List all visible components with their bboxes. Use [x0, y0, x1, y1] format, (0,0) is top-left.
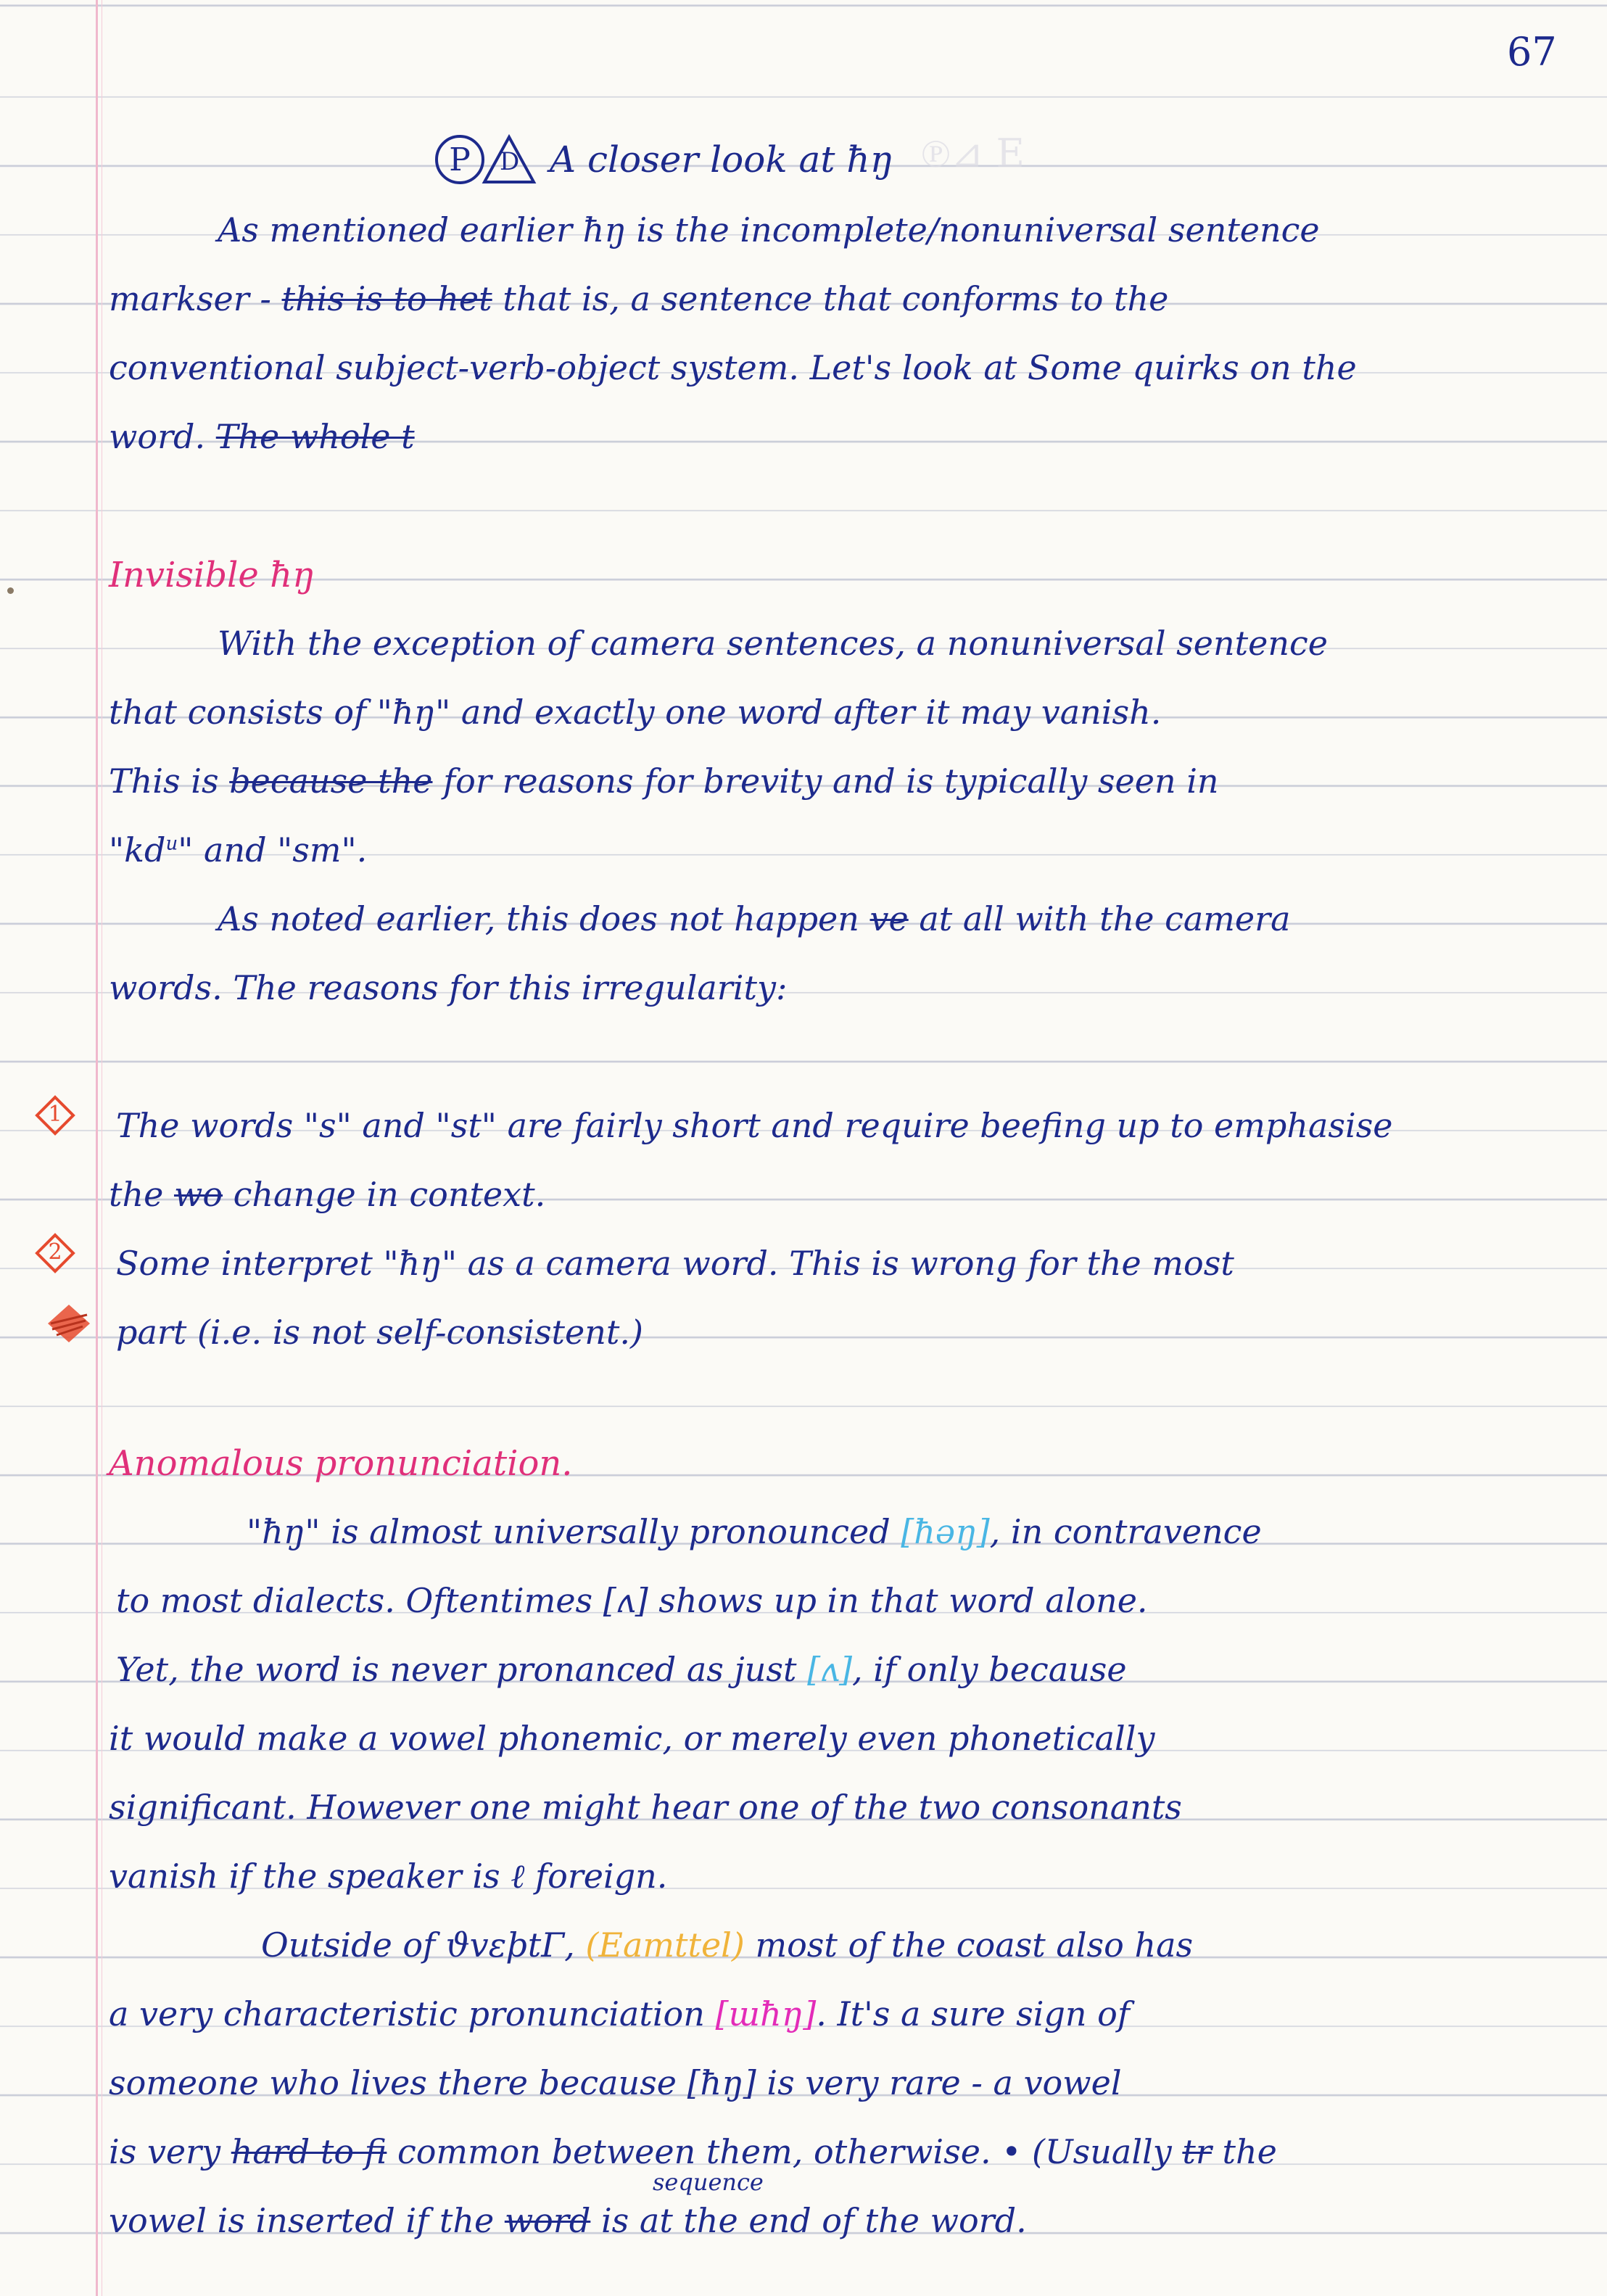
anomalous-line-3-ipa: [ʌ] [807, 1650, 853, 1689]
invisible-p1-line-2: that consists of "ħŋ" and exactly one word after it may vanish. [109, 693, 1162, 732]
margin-rule [96, 0, 98, 2296]
intro-line-2-struck: this is to het [281, 279, 492, 318]
anomalous-line-1-a: "ħŋ" is almost universally pronounced [247, 1512, 901, 1551]
anomalous-line-10 [109, 2132, 1277, 2171]
reason-2-number: 2 [48, 1239, 62, 1265]
bleed-through-title: ℗⊿ E [921, 131, 1025, 176]
anomalous-line-10-a: is very [109, 2132, 231, 2171]
invisible-p2-line-2: words. The reasons for this irregularity: [109, 968, 788, 1007]
heading-invisible: Invisible ħŋ [109, 555, 315, 595]
p-circle-mark: P [435, 135, 484, 184]
page-title [435, 131, 893, 189]
anomalous-line-1-ipa: [ħəŋ] [901, 1512, 990, 1551]
reason-1-number: 1 [48, 1102, 62, 1127]
invisible-p1-line-4-a: "kd [109, 830, 166, 870]
anomalous-line-3-a: Yet, the word is never pronanced as just [116, 1650, 808, 1689]
title-text: A closer look at ħŋ [550, 139, 893, 181]
intro-line-2-b: that is, a sentence that conforms to the [492, 279, 1169, 318]
reason-2-line-1: Some interpret "ħŋ" as a camera word. This is wrong for the most [116, 1244, 1234, 1283]
anomalous-line-3-b: , if only because [852, 1650, 1127, 1689]
invisible-p1-line-3-a: This is [109, 761, 230, 801]
invisible-p2-line-1-b: at all with the camera [908, 899, 1291, 938]
anomalous-line-9: someone who lives there because [ħŋ] is very rare - a vowel [109, 2063, 1122, 2102]
d-triangle-mark [482, 134, 537, 185]
anomalous-line-6: vanish if the speaker is ℓ foreign. [109, 1857, 668, 1896]
anomalous-line-7-a: Outside of ϑvεþtΓ, [261, 1925, 586, 1965]
anomalous-line-8-a: a very characteristic pronunciation [109, 1994, 716, 2033]
invisible-p1-line-3-struck: because the [229, 761, 433, 801]
d-triangle-letter: D [500, 147, 520, 176]
anomalous-line-10-c: the [1211, 2132, 1277, 2171]
anomalous-line-11 [109, 2201, 1027, 2240]
reason-1-line-2-b: change in context. [223, 1175, 546, 1214]
anomalous-line-7 [261, 1925, 1193, 1965]
anomalous-line-10-struck-2: tr [1182, 2132, 1212, 2171]
reason-1-line-2-struck: wo [173, 1175, 223, 1214]
invisible-p1-line-3-b: for reasons for brevity and is typically seen in [432, 761, 1219, 801]
invisible-p1-line-4-sup: u [165, 833, 178, 855]
anomalous-line-2: to most dialects. Oftentimes [ʌ] shows up in that word alone. [116, 1581, 1148, 1620]
heading-anomalous: Anomalous pronunciation. [109, 1443, 573, 1484]
page-number: 67 [1507, 29, 1557, 75]
reason-2-line-2: part (i.e. is not self-consistent.) [116, 1313, 643, 1352]
anomalous-line-8-ipa: [ɯħŋ] [715, 1994, 817, 2033]
invisible-p1-line-4-b: " and "sm". [178, 830, 368, 870]
anomalous-line-8 [109, 1994, 1130, 2033]
anomalous-line-3 [116, 1650, 1127, 1689]
anomalous-line-11-b: is at the end of the word. [590, 2201, 1027, 2240]
invisible-p1-line-3 [109, 761, 1219, 801]
intro-line-2 [109, 279, 1168, 318]
scribbled-marker-icon [44, 1302, 94, 1345]
reason-2-marker-icon [35, 1233, 75, 1273]
paper-speck [7, 587, 14, 594]
anomalous-line-10-b: common between them, otherwise. • (Usually [387, 2132, 1183, 2171]
anomalous-line-1-b: , in contravence [989, 1512, 1262, 1551]
invisible-p1-line-4 [109, 830, 367, 870]
anomalous-line-1 [247, 1512, 1262, 1551]
anomalous-line-10-struck: hard to fi [231, 2132, 387, 2171]
anomalous-line-7-b: most of the coast also has [744, 1925, 1194, 1965]
anomalous-line-7-note: (Eamttel) [585, 1925, 745, 1965]
intro-line-3: conventional subject-verb-object system. Let's look at Some quirks on the [109, 348, 1357, 387]
invisible-p2-line-1-struck: ve [869, 899, 909, 938]
reason-1-marker-icon [35, 1095, 75, 1136]
intro-line-4-struck: The whole t [215, 417, 415, 456]
anomalous-line-4: it would make a vowel phonemic, or merely even phonetically [109, 1719, 1155, 1758]
anomalous-line-8-b: . It's a sure sign of [816, 1994, 1130, 2033]
reason-1-line-2-a: the [109, 1175, 174, 1214]
intro-line-4 [109, 417, 415, 456]
anomalous-line-5: significant. However one might hear one of the two consonants [109, 1788, 1182, 1827]
anomalous-line-11-a: vowel is inserted if the [109, 2201, 505, 2240]
intro-line-4-a: word. [109, 417, 216, 456]
intro-line-1: As mentioned earlier ħŋ is the incomplete/nonuniversal sentence [218, 210, 1320, 249]
intro-line-2-a: markser - [109, 279, 282, 318]
inserted-word-sequence: sequence [653, 2168, 764, 2196]
reason-1-line-1: The words "s" and "st" are fairly short and require beefing up to emphasise [116, 1106, 1393, 1145]
invisible-p2-line-1-a: As noted earlier, this does not happen [218, 899, 870, 938]
anomalous-line-11-struck: word [504, 2201, 591, 2240]
invisible-p2-line-1 [218, 899, 1291, 938]
invisible-p1-line-1: With the exception of camera sentences, a nonuniversal sentence [218, 624, 1328, 663]
reason-1-line-2 [109, 1175, 545, 1214]
